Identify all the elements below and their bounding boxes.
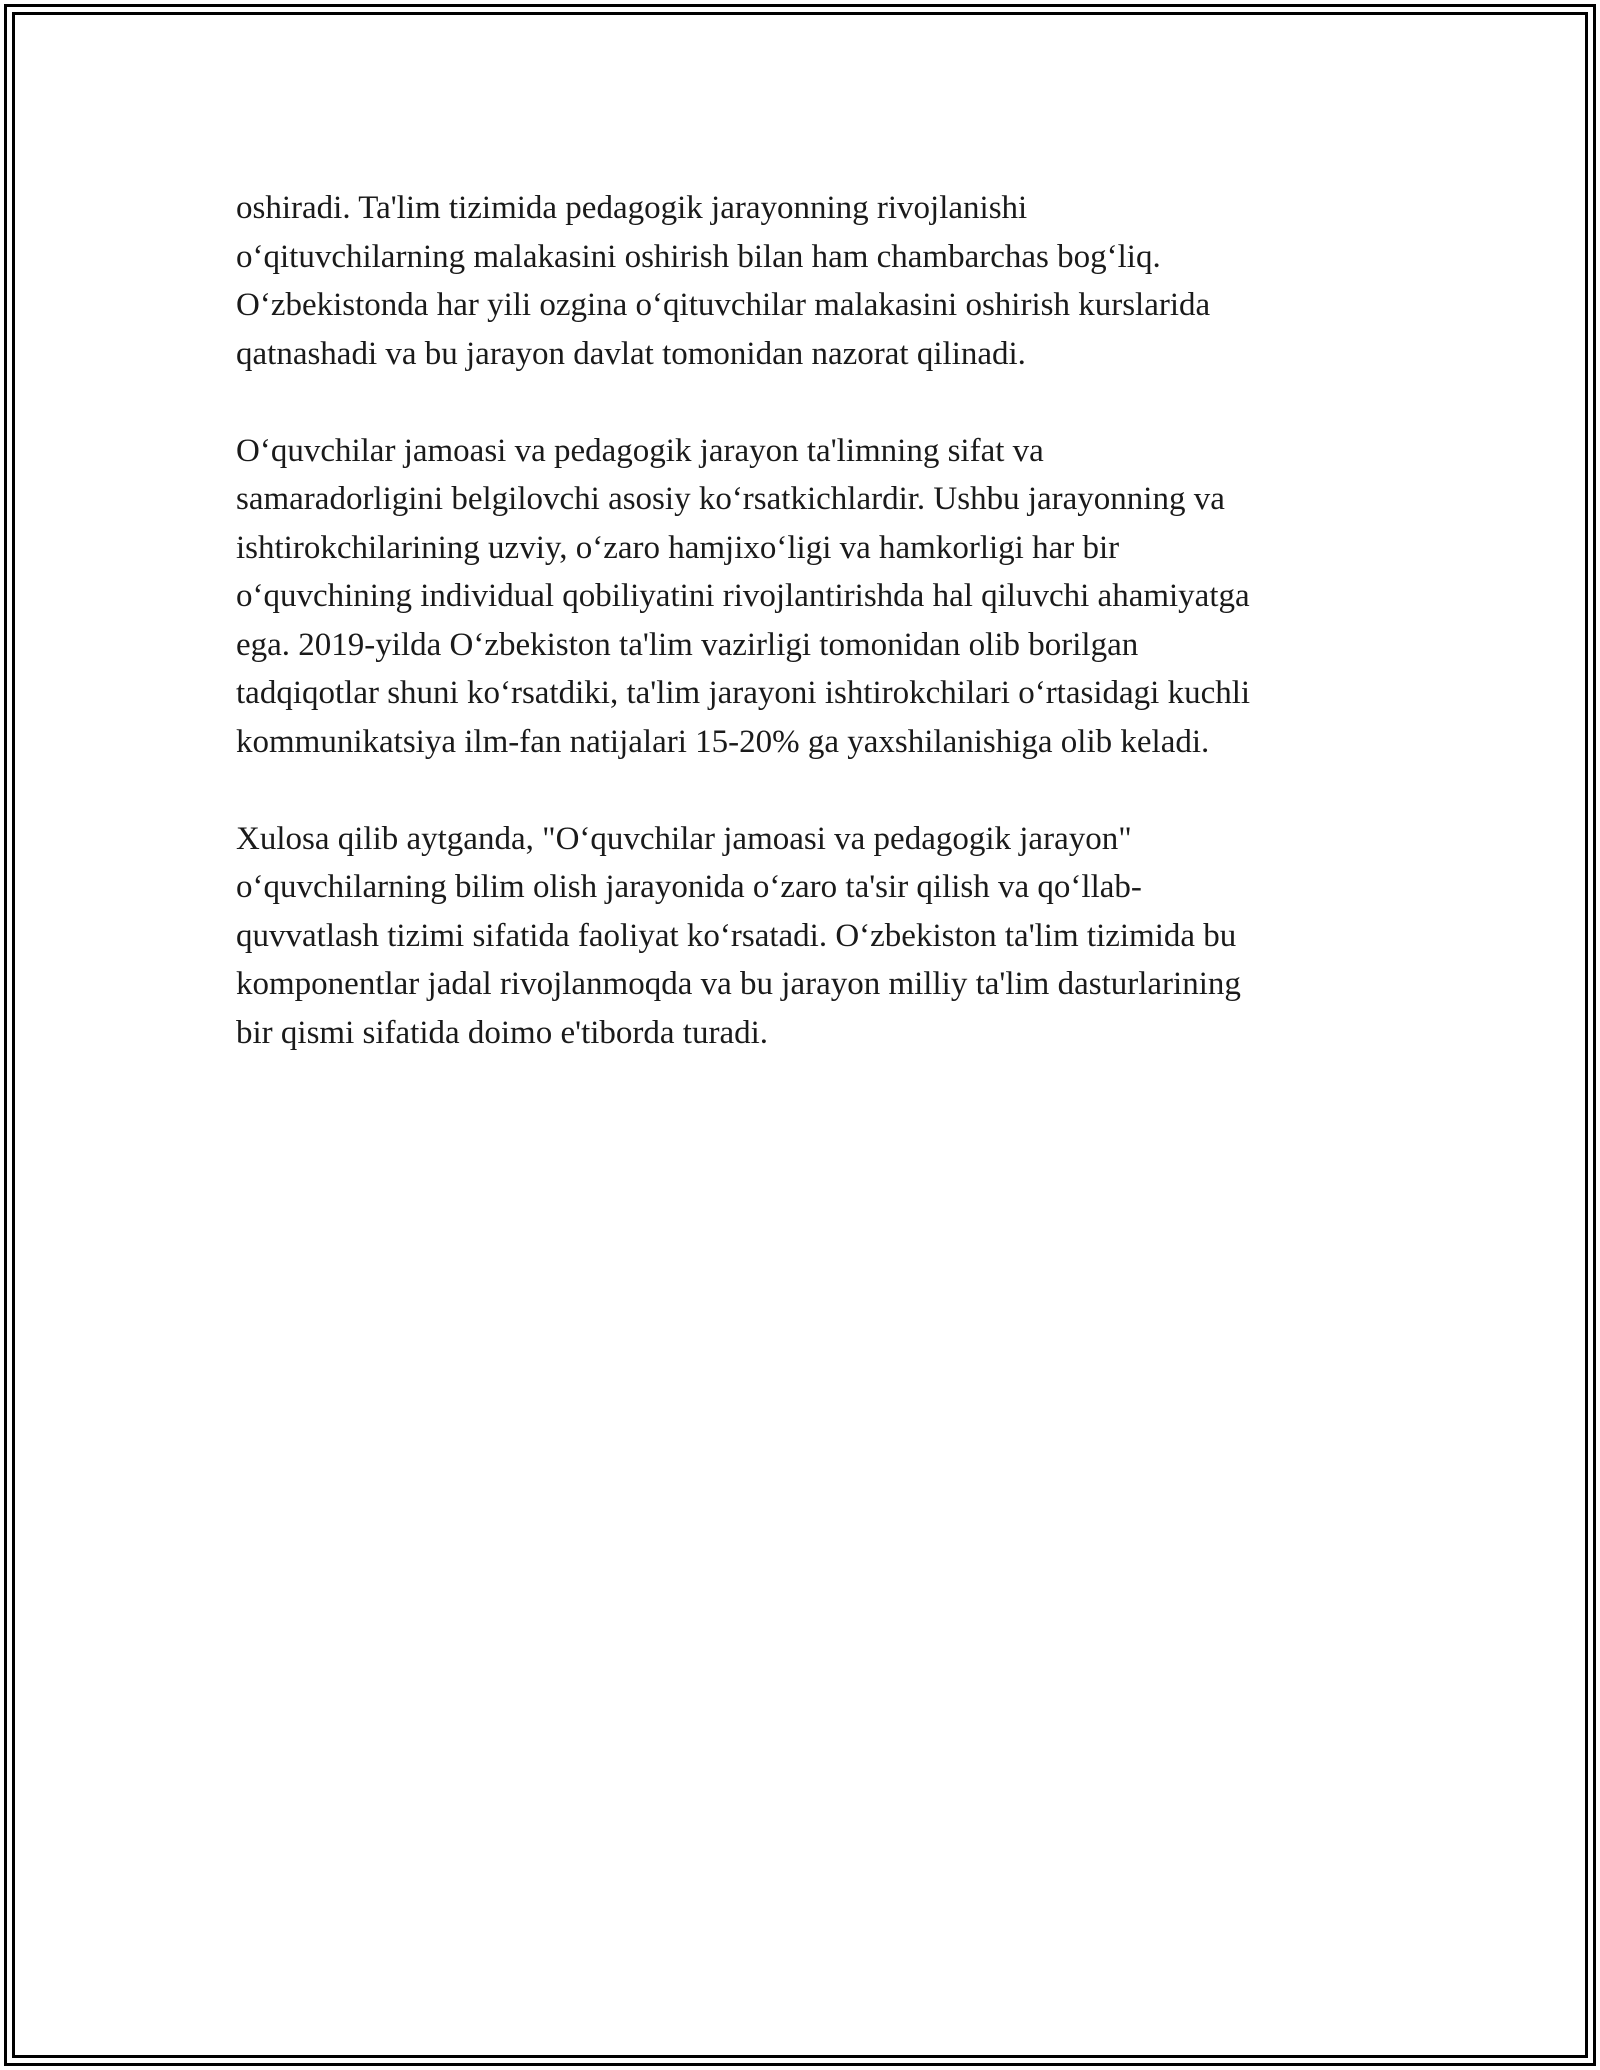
text-line: kommunikatsiya ilm-fan natijalari 15-20% ga yaxshilanishiga olib keladi. <box>236 723 1210 760</box>
text-line: Xulosa qilib aytganda, "Oʻquvchilar jamoasi va pedagogik jarayon" <box>236 820 1132 857</box>
paragraph-3 <box>236 815 1376 1058</box>
text-line: ishtirokchilarining uzviy, oʻzaro hamjixoʻligi va hamkorligi har bir <box>236 529 1120 566</box>
text-line: oshiradi. Ta'lim tizimida pedagogik jarayonning rivojlanishi <box>236 190 1028 226</box>
paragraph-1 <box>236 184 1376 378</box>
text-line: Oʻzbekistonda har yili ozgina oʻqituvchilar malakasini oshirish kurslarida <box>236 287 1211 323</box>
text-line: tadqiqotlar shuni koʻrsatdiki, ta'lim jarayoni ishtirokchilari oʻrtasidagi kuchli <box>236 675 1251 711</box>
text-line: oʻquvchilarning bilim olish jarayonida oʻzaro ta'sir qilish va qoʻllab- <box>236 869 1142 905</box>
text-line: komponentlar jadal rivojlanmoqda va bu jarayon milliy ta'lim dasturlarining <box>236 966 1241 1002</box>
text-line: Oʻquvchilar jamoasi va pedagogik jarayon ta'limning sifat va <box>236 432 1044 469</box>
document-body <box>236 184 1376 1106</box>
text-line: oʻquvchining individual qobiliyatini rivojlantirishda hal qiluvchi ahamiyatga <box>236 578 1250 614</box>
text-line: qatnashadi va bu jarayon davlat tomonidan nazorat qilinadi. <box>236 335 1026 372</box>
text-line: bir qismi sifatida doimo e'tiborda turadi. <box>236 1014 769 1051</box>
text-line: oʻqituvchilarning malakasini oshirish bilan ham chambarchas bogʻliq. <box>236 238 1161 275</box>
text-line: samaradorligini belgilovchi asosiy koʻrsatkichlardir. Ushbu jarayonning va <box>236 481 1225 517</box>
paragraph-2 <box>236 427 1376 767</box>
text-line: ega. 2019-yilda Oʻzbekiston ta'lim vazirligi tomonidan olib borilgan <box>236 626 1139 663</box>
text-line: quvvatlash tizimi sifatida faoliyat koʻrsatadi. Oʻzbekiston ta'lim tizimida bu <box>236 917 1237 954</box>
